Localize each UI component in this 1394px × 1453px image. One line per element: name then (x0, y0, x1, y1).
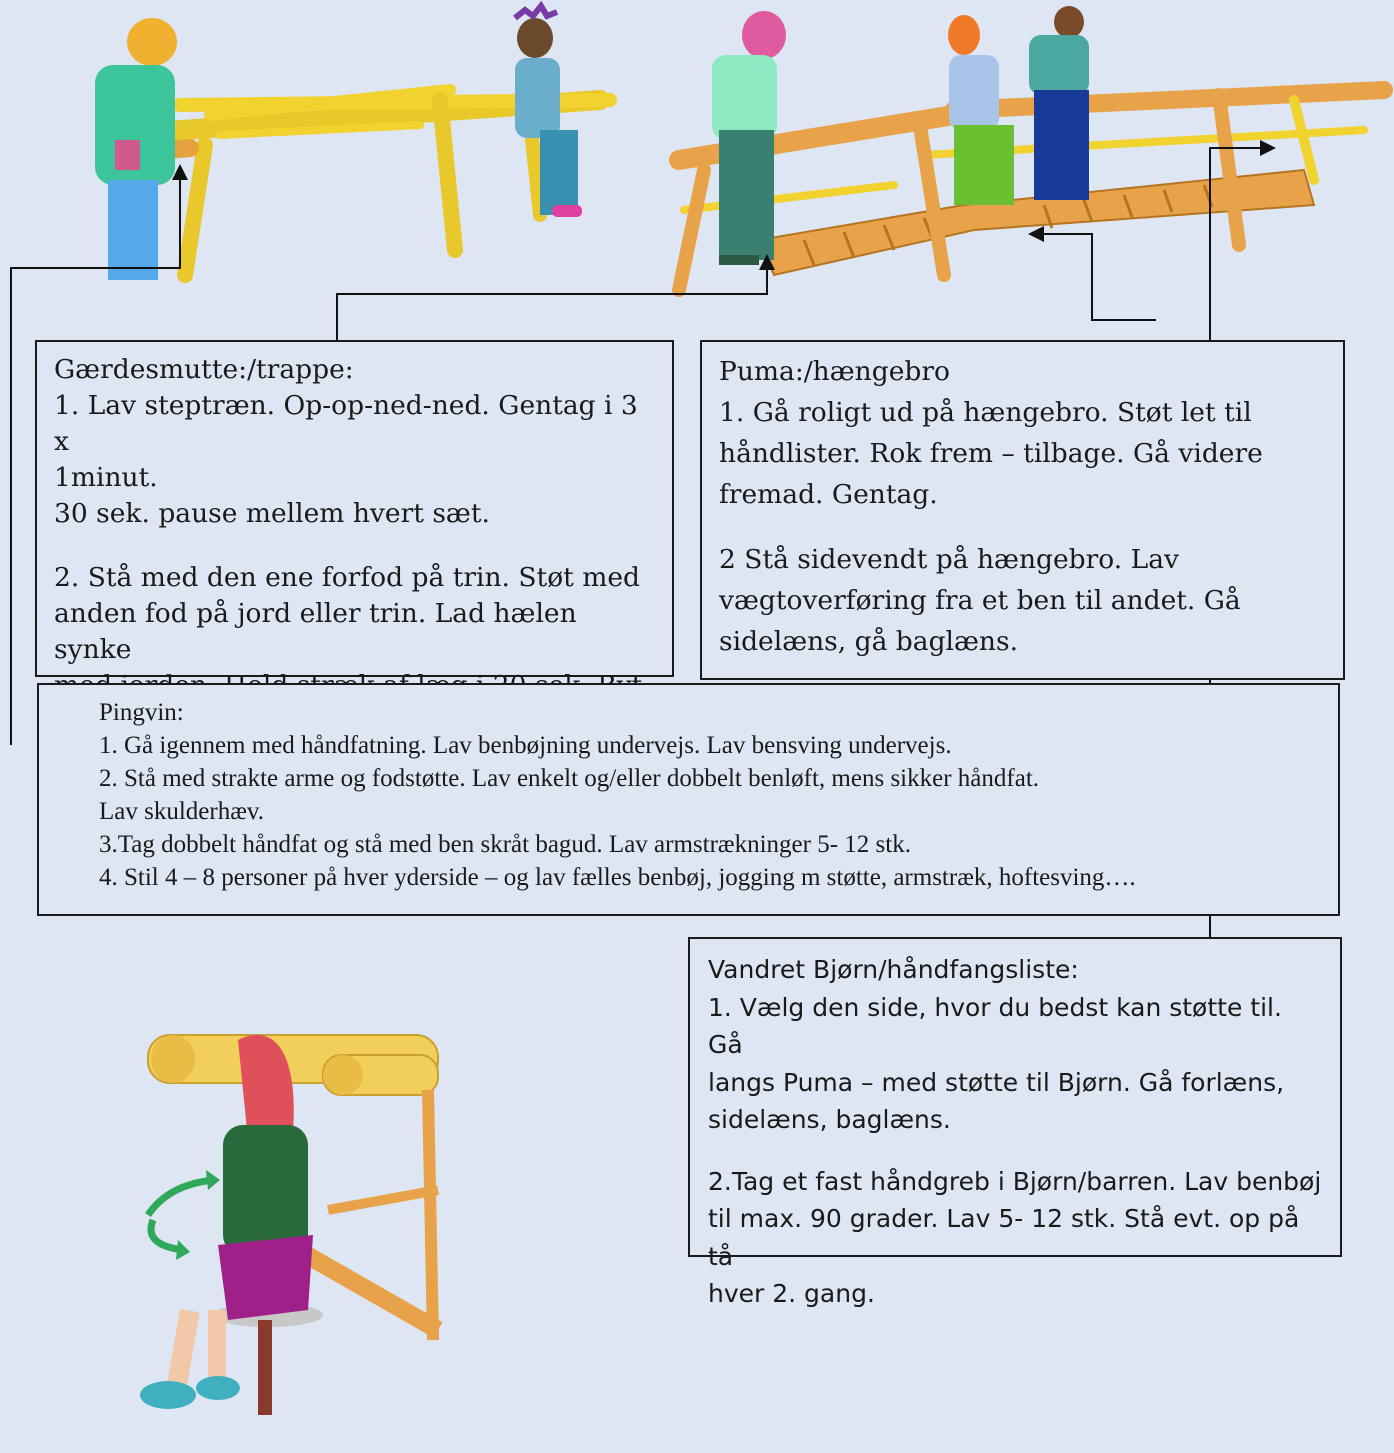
gaerdesmutte-item-1: 1. Lav steptræn. Op-op-ned-ned. Gentag i 3 x 1minut. 30 sek. pause mellem hvert sæt. (54, 390, 638, 529)
puma-item-1: 1. Gå roligt ud på hængebro. Støt let til håndlister. Rok frem – tilbage. Gå videre fremad. Gentag. (719, 397, 1263, 510)
puma-box (700, 340, 1345, 680)
bjorn-box (688, 937, 1342, 1308)
puma-title: Puma:/hængebro (719, 356, 950, 387)
bjorn-title: Vandret Bjørn/håndfangsliste: (708, 955, 1079, 984)
pingvin-item-4: 4. Stil 4 – 8 personer på hver yderside – og lav fælles benbøj, jogging m støtte, armstræk, hoftesving…. (99, 864, 1136, 891)
pingvin-item-3: 3.Tag dobbelt håndfat og stå med ben skråt bagud. Lav armstrækninger 5- 12 stk. (99, 831, 911, 858)
pingvin-item-1: 1. Gå igennem med håndfatning. Lav benbøjning undervejs. Lav bensving undervejs. (99, 732, 952, 759)
bjorn-item-1: 1. Vælg den side, hvor du bedst kan støtte til. Gå langs Puma – med støtte til Bjørn. Gå forlæns, sidelæns, baglæns. (708, 992, 1285, 1134)
gaerdesmutte-item-2: 2. Stå med den ene forfod på trin. Støt med anden fod på jord eller trin. Lad hælen synke (54, 562, 641, 665)
bjorn-item-2: 2.Tag et fast håndgreb i Bjørn/barren. Lav benbøj til max. 90 grader. Lav 5- 12 stk. Stå evt. op på tå hver 2. gang. (708, 1166, 1322, 1308)
gaerdesmutte-title: Gærdesmutte:/trappe: (54, 354, 354, 385)
pingvin-item-2: 2. Stå med strakte arme og fodstøtte. Lav enkelt og/eller dobbelt benløft, mens sikker håndfat. Lav skulderhæv. (99, 765, 1040, 825)
pingvin-title: Pingvin: (99, 699, 184, 726)
gaerdesmutte-box (35, 340, 674, 677)
pingvin-box (37, 683, 1340, 916)
puma-item-2: 2 Stå sidevendt på hængebro. Lav vægtoverføring fra et ben til andet. Gå sidelæns, gå baglæns. (719, 544, 1241, 657)
